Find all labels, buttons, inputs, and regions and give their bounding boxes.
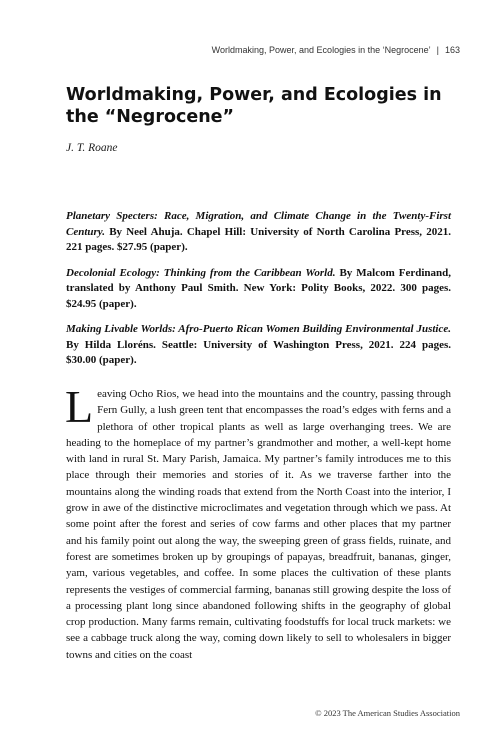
book-details: By Malcom Ferdinand, translated by Anthony Paul Smith. New York: Polity Books, 2022. 300 pages. $24.95 (paper).	[66, 266, 451, 310]
article-title: Worldmaking, Power, and Ecologies in the “Negrocene”	[66, 85, 442, 127]
copyright-footer: © 2023 The American Studies Association	[315, 708, 460, 718]
body-text: eaving Ocho Rios, we head into the mountains and the country, passing through Fern Gully, a lush green tent that encompasses the road’s edges with ferns and a plethora of other tropical plants as well as large overhanging trees. We are heading to the homeplace of my partner’s grandmother and mother, a well-kept home with land in rural St. Mary Parish, Jamaica. My partner’s family introduces me to this place through their memories and stories of it. As we traverse farther into the mountains along the winding roads that extend from the North Coast into the interior, I grow in awe of the distinctive microclimates and vegetation through which we pass. At some point after the forest and series of cow farms and other places that my partner and his family point out along the way, the sweeping green of grass fields, ruinate, and forest are sometimes broken up by groupings of papayas, breadfruit, bananas, ginger, yam, various vegetables, and coffee. In some places the cultivation of these plants represents the vestiges of commercial farming, bananas still growing despite the loss of a processing plant long since abandoned following shifts in the geography of global crop production. Many farms remain, cultivating foodstuffs for local truck markets: we see a cabbage truck along the way, coming down likely to sell to wholesalers in bigger towns and cities on the coast	[66, 388, 451, 661]
book-title: Decolonial Ecology: Thinking from the Caribbean World.	[66, 266, 336, 279]
book-title: Making Livable Worlds: Afro-Puerto Rican Women Building Environmental Justice.	[66, 323, 451, 335]
book-details: By Neel Ahuja. Chapel Hill: University of North Carolina Press, 2021. 221 pages. $27.95 (paper).	[66, 225, 451, 253]
book-citation	[66, 322, 451, 369]
article-author: J. T. Roane	[66, 142, 118, 154]
book-details: By Hilda Lloréns. Seattle: University of Washington Press, 2021. 224 pages. $30.00 (paper).	[66, 338, 451, 366]
book-citation	[66, 209, 451, 256]
running-head	[212, 45, 460, 55]
running-title: Worldmaking, Power, and Ecologies in the ‘Negrocene’	[211, 45, 431, 55]
drop-cap: L	[65, 381, 94, 432]
book-citation	[66, 266, 451, 313]
header-separator: |	[436, 45, 439, 55]
books-reviewed-list	[66, 209, 451, 379]
page-number: 163	[444, 45, 460, 55]
body-paragraph	[65, 381, 451, 663]
book-title: Planetary Specters: Race, Migration, and Climate Change in the Twenty-First Century.	[66, 210, 451, 238]
